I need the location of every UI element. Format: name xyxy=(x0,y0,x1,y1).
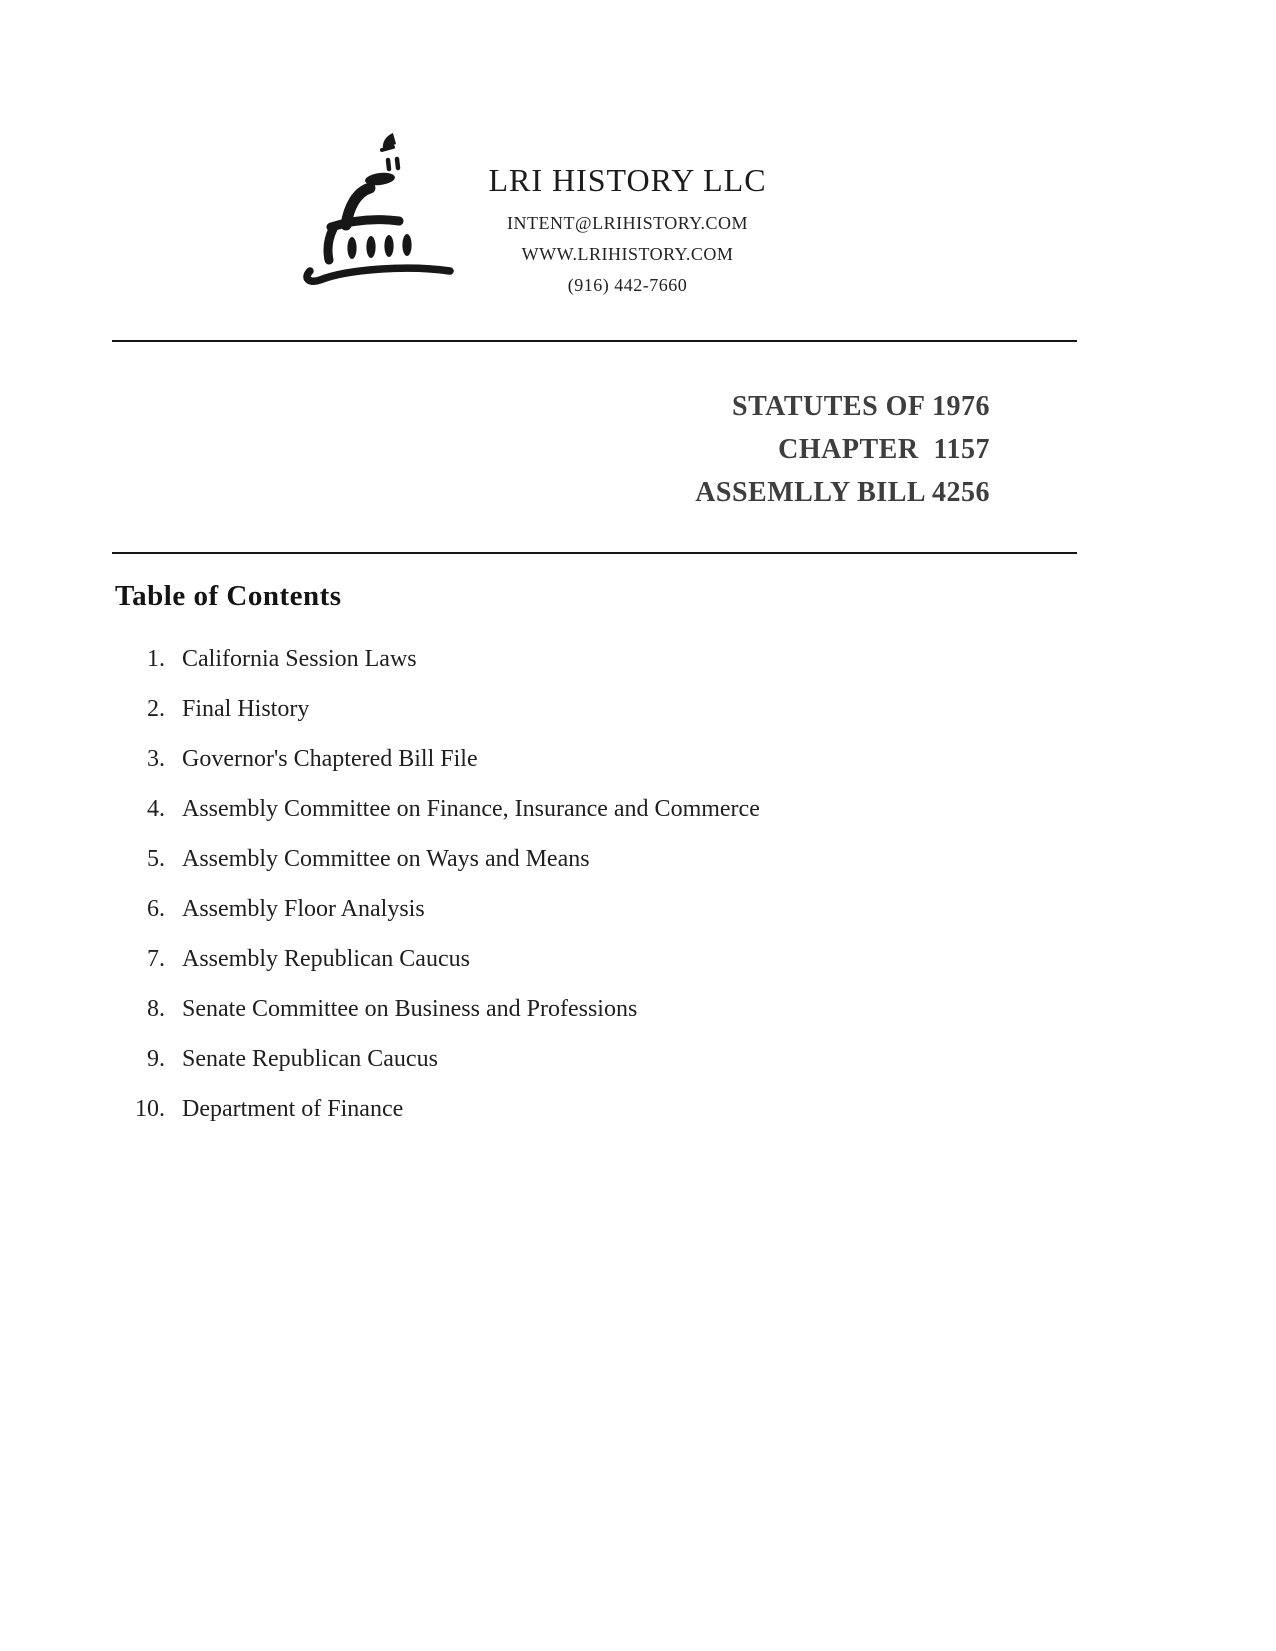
toc-item-label: California Session Laws xyxy=(182,646,417,672)
bill-line: ASSEMLLY BILL 4256 xyxy=(695,477,990,508)
divider-top xyxy=(112,340,1077,342)
toc-item-number: 1. xyxy=(147,646,165,672)
toc-heading: Table of Contents xyxy=(115,580,342,612)
toc-item-number: 8. xyxy=(147,996,165,1022)
toc-item xyxy=(115,646,760,672)
toc-item xyxy=(115,846,760,872)
toc-item-label: Department of Finance xyxy=(182,1096,404,1122)
toc-item xyxy=(115,996,760,1022)
chapter-line: CHAPTER 1157 xyxy=(778,434,990,465)
toc-item-number: 4. xyxy=(147,796,165,822)
toc-item xyxy=(115,796,760,822)
toc-item xyxy=(115,746,760,772)
toc-item-number: 3. xyxy=(147,746,165,772)
toc-item-number: 5. xyxy=(147,846,165,872)
toc-item-label: Assembly Committee on Finance, Insurance and Commerce xyxy=(182,796,760,822)
toc-item-label: Assembly Committee on Ways and Means xyxy=(182,846,590,872)
toc-list xyxy=(115,646,760,1146)
toc-item-label: Senate Committee on Business and Professions xyxy=(182,996,638,1022)
toc-item-label: Senate Republican Caucus xyxy=(182,1046,438,1072)
toc-item-label: Assembly Floor Analysis xyxy=(182,896,425,922)
toc-item xyxy=(115,696,760,722)
website-url: WWW.LRIHISTORY.COM xyxy=(521,244,734,264)
toc-item-number: 10. xyxy=(135,1096,165,1122)
toc-item-number: 2. xyxy=(147,696,165,722)
toc-item-number: 6. xyxy=(147,896,165,922)
toc-item-label: Final History xyxy=(182,696,310,722)
toc-item-number: 7. xyxy=(147,946,165,972)
contact-info xyxy=(455,208,800,301)
email-address: INTENT@LRIHISTORY.COM xyxy=(507,213,748,233)
capitol-dome-logo-icon xyxy=(296,126,460,294)
toc-item xyxy=(115,946,760,972)
statutes-line: STATUTES OF 1976 xyxy=(732,391,990,422)
document-title-block xyxy=(550,385,990,514)
toc-item-label: Assembly Republican Caucus xyxy=(182,946,470,972)
toc-item xyxy=(115,1096,760,1122)
toc-item xyxy=(115,896,760,922)
company-name: LRI HISTORY LLC xyxy=(488,162,767,198)
toc-item xyxy=(115,1046,760,1072)
toc-item-number: 9. xyxy=(147,1046,165,1072)
phone-number: (916) 442-7660 xyxy=(567,275,688,295)
divider-bottom xyxy=(112,552,1077,554)
letterhead xyxy=(455,163,800,301)
toc-item-label: Governor's Chaptered Bill File xyxy=(182,746,478,772)
